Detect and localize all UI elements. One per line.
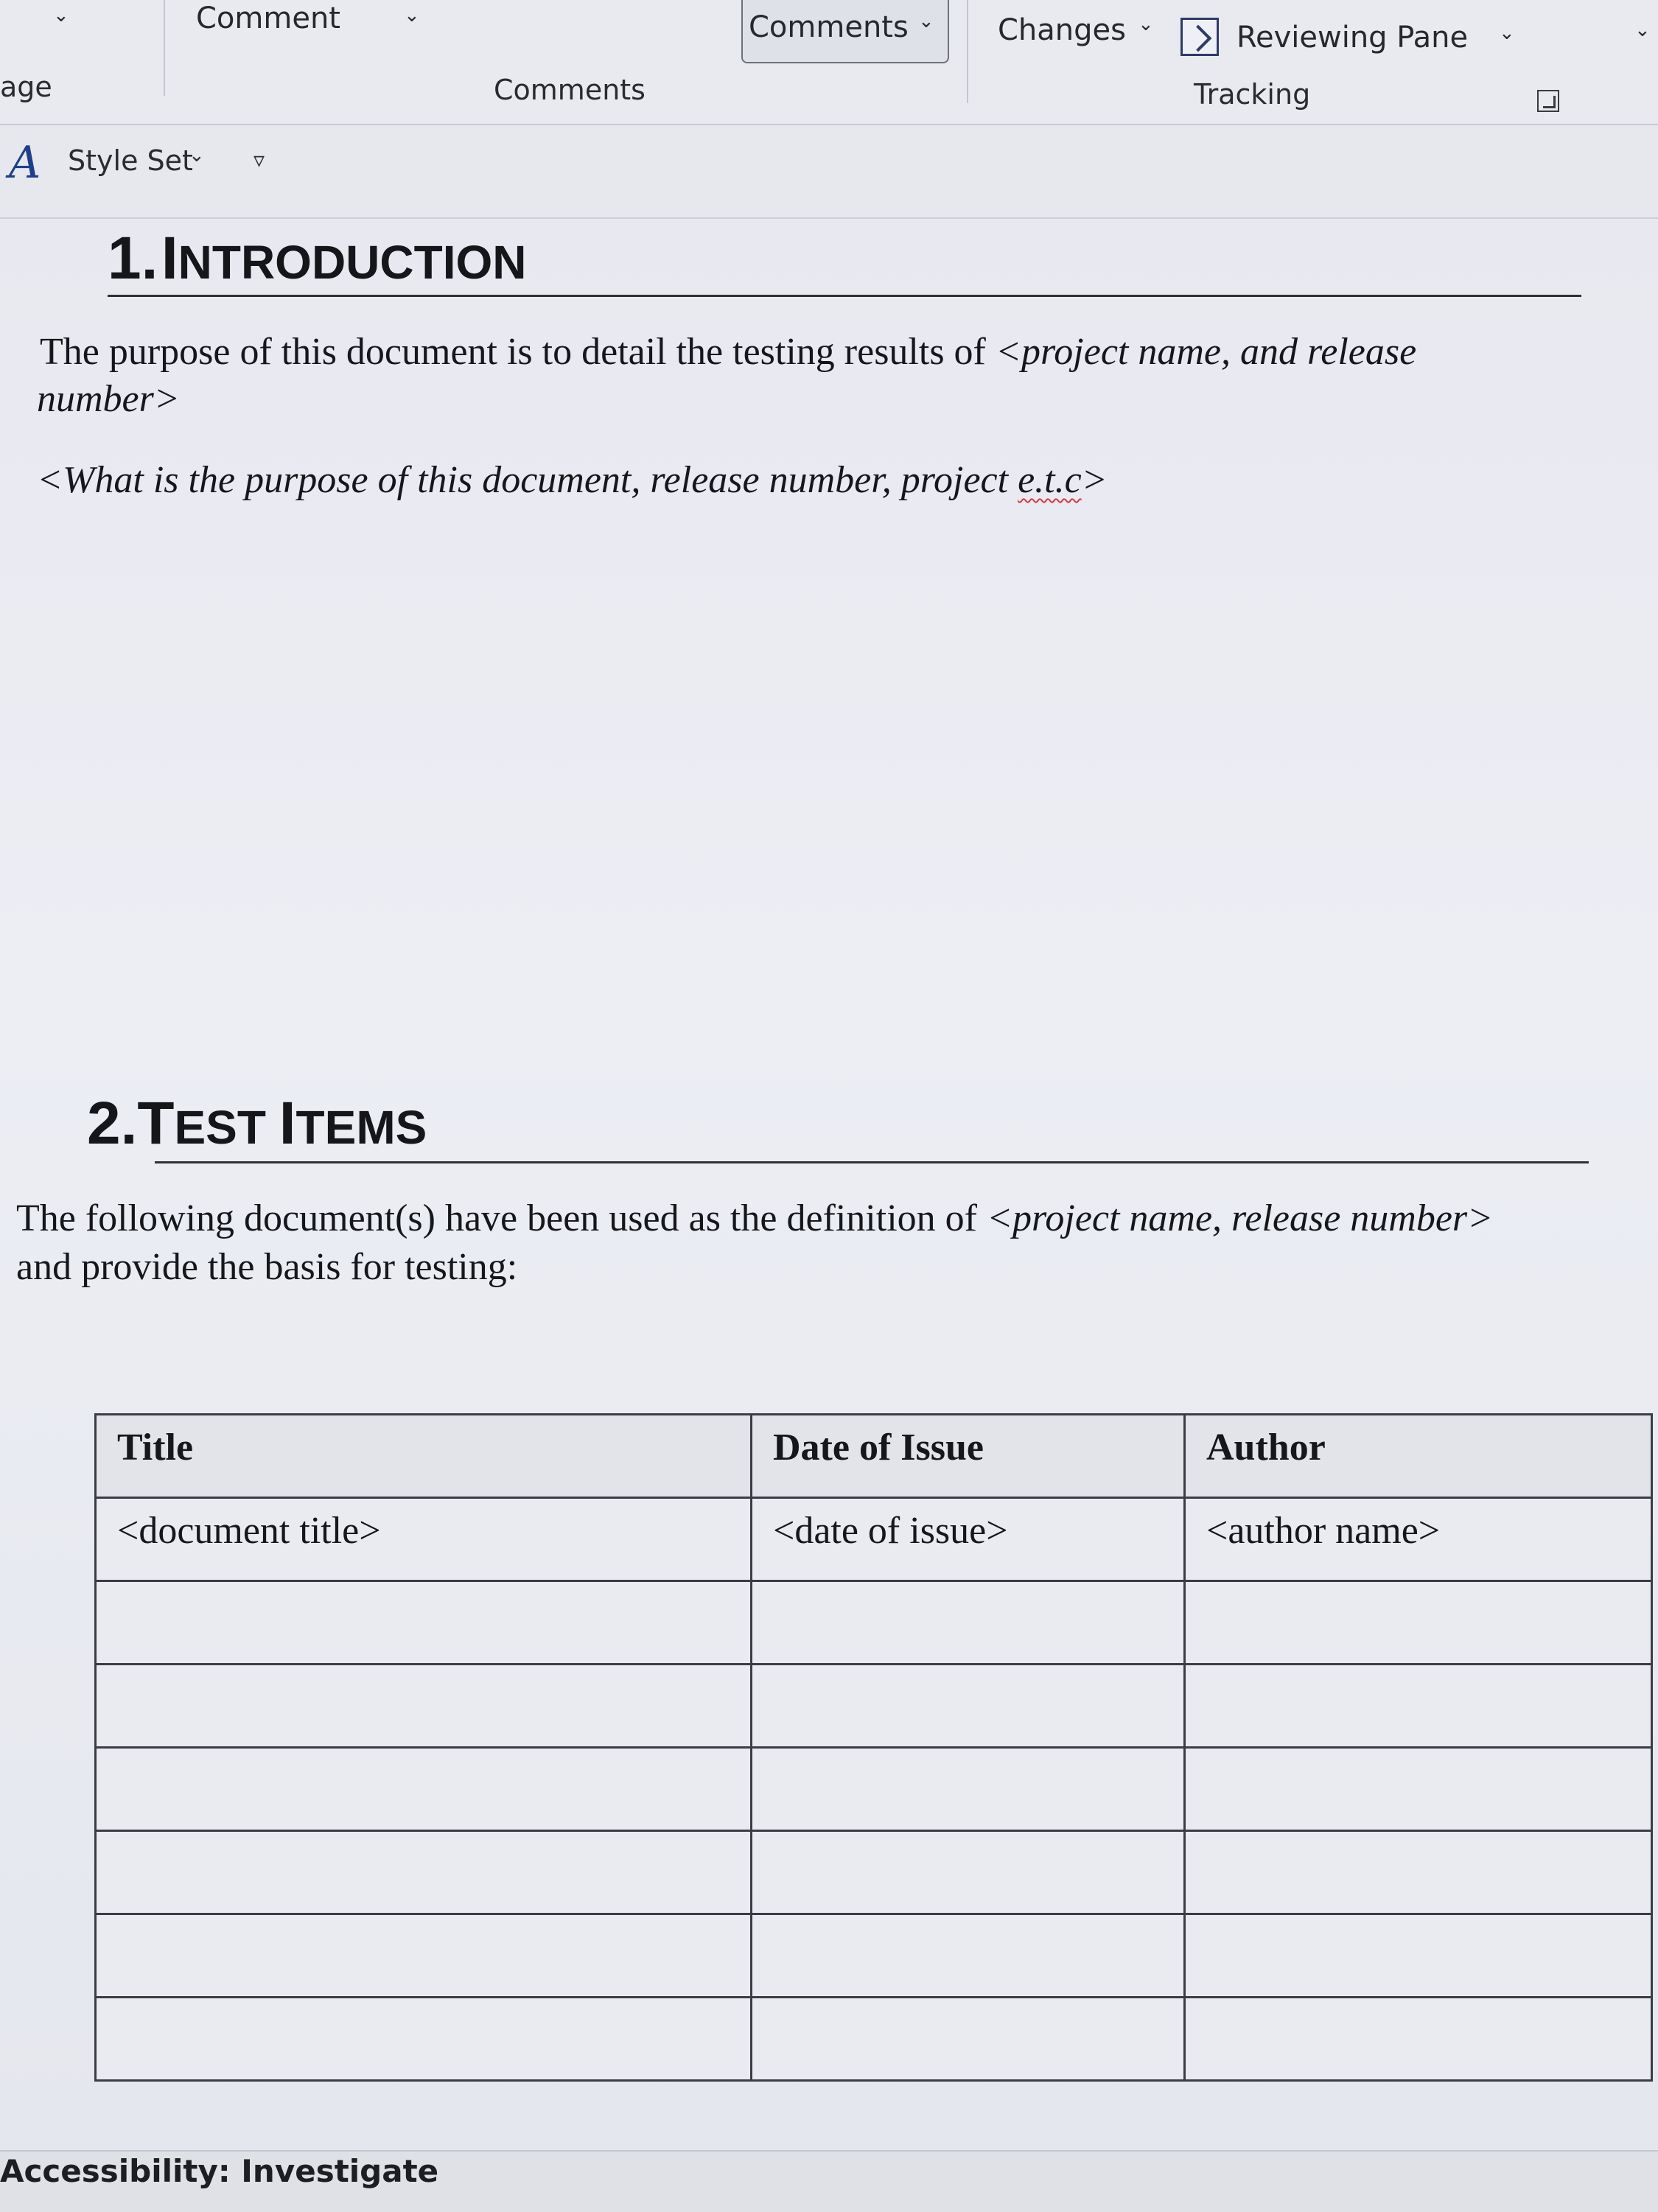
chevron-down-icon[interactable]: ⌄ [1499, 22, 1515, 44]
test-items-table [94, 1413, 1653, 2082]
table-row [96, 1498, 1652, 1581]
table-cell[interactable] [96, 1748, 752, 1831]
section-1-paragraph-1 [40, 330, 1416, 374]
chevron-down-icon[interactable]: ⌄ [53, 4, 69, 27]
tracking-group-label: Tracking [1194, 78, 1311, 111]
section-1-number: 1. [108, 225, 158, 292]
table-cell[interactable] [1185, 1998, 1652, 2081]
table-cell[interactable] [1185, 1914, 1652, 1998]
table-cell[interactable] [1185, 1831, 1652, 1914]
table-header-author[interactable]: Author [1185, 1415, 1652, 1498]
table-cell[interactable] [96, 1581, 752, 1665]
more-options-icon[interactable]: ▿ [253, 147, 265, 173]
table-cell[interactable]: <document title> [96, 1498, 752, 1581]
table-cell[interactable]: <author name> [1185, 1498, 1652, 1581]
style-set-icon[interactable]: A [9, 137, 41, 189]
section-2-paragraph [16, 1197, 1493, 1240]
show-comments-label: Comments [749, 10, 909, 44]
table-cell[interactable] [96, 1831, 752, 1914]
table-cell[interactable] [96, 1998, 752, 2081]
section-1-paragraph-2 [37, 458, 1108, 502]
table-row [96, 1748, 1652, 1831]
chevron-down-icon[interactable]: ⌄ [1138, 13, 1154, 35]
ribbon-separator [164, 0, 165, 96]
spelling-error-word[interactable]: e.t.c [1018, 459, 1082, 501]
section-2-rule [155, 1161, 1589, 1163]
section-2-paragraph-line-2: and provide the basis for testing: [16, 1246, 518, 1288]
section-1-title-initial: I [161, 225, 178, 292]
design-toolbar [0, 125, 1658, 219]
section-2-title-initial-1: T [137, 1090, 175, 1157]
section-1-title-rest: NTRODUCTION [178, 236, 527, 289]
reviewing-pane-icon[interactable] [1180, 18, 1219, 56]
table-cell[interactable]: <date of issue> [752, 1498, 1185, 1581]
section-2-title-part-2: TEMS [295, 1101, 427, 1154]
dialog-launcher-icon[interactable] [1537, 90, 1559, 112]
style-set-button[interactable]: Style Set [68, 144, 193, 177]
chevron-down-icon[interactable]: ⌄ [1634, 19, 1651, 41]
section-2-number: 2. [87, 1090, 138, 1157]
table-cell[interactable] [1185, 1748, 1652, 1831]
chevron-down-icon: ⌄ [918, 10, 934, 32]
table-header-row [96, 1415, 1652, 1498]
page-group-label: age [0, 71, 52, 103]
section-2-heading [87, 1089, 427, 1158]
table-cell[interactable] [96, 1665, 752, 1748]
table-row [96, 1998, 1652, 2081]
table-header-date[interactable]: Date of Issue [752, 1415, 1185, 1498]
ribbon [0, 0, 1658, 125]
section-2-text: The following document(s) have been used as the definition of [16, 1197, 987, 1239]
table-cell[interactable] [752, 1581, 1185, 1665]
new-comment-button[interactable]: Comment [196, 1, 340, 35]
table-row [96, 1581, 1652, 1665]
track-changes-dropdown[interactable]: Changes [998, 13, 1126, 47]
section-1-text: The purpose of this document is to detail the testing results of [40, 331, 996, 373]
table-cell[interactable] [752, 1998, 1185, 2081]
table-header-title[interactable]: Title [96, 1415, 752, 1498]
section-2-title-part-1: EST [174, 1101, 279, 1154]
table-cell[interactable] [1185, 1665, 1652, 1748]
section-2-placeholder: <project name, release number> [986, 1197, 1494, 1239]
table-cell[interactable] [752, 1831, 1185, 1914]
section-1-purpose-placeholder: <What is the purpose of this document, release number, project [37, 459, 1018, 501]
table-cell[interactable] [1185, 1581, 1652, 1665]
table-cell[interactable] [752, 1665, 1185, 1748]
table-cell[interactable] [752, 1748, 1185, 1831]
table-row [96, 1831, 1652, 1914]
table-row [96, 1665, 1652, 1748]
ribbon-separator [967, 0, 968, 103]
chevron-down-icon[interactable]: ⌄ [189, 144, 205, 167]
reviewing-pane-button[interactable]: Reviewing Pane [1236, 21, 1469, 55]
table-cell[interactable] [752, 1914, 1185, 1998]
table-cell[interactable] [96, 1914, 752, 1998]
section-1-paragraph-1-line-2: number> [37, 378, 180, 420]
section-2-title-initial-2: I [279, 1090, 296, 1157]
section-1-placeholder: <project name, and release [995, 331, 1417, 373]
comments-group-label: Comments [494, 74, 646, 106]
section-1-rule [108, 295, 1581, 297]
accessibility-checker-button[interactable]: Accessibility: Investigate [0, 2153, 439, 2189]
section-1-purpose-end: > [1081, 459, 1108, 501]
chevron-down-icon[interactable]: ⌄ [404, 4, 420, 27]
section-1-heading [108, 224, 526, 293]
table-row [96, 1914, 1652, 1998]
